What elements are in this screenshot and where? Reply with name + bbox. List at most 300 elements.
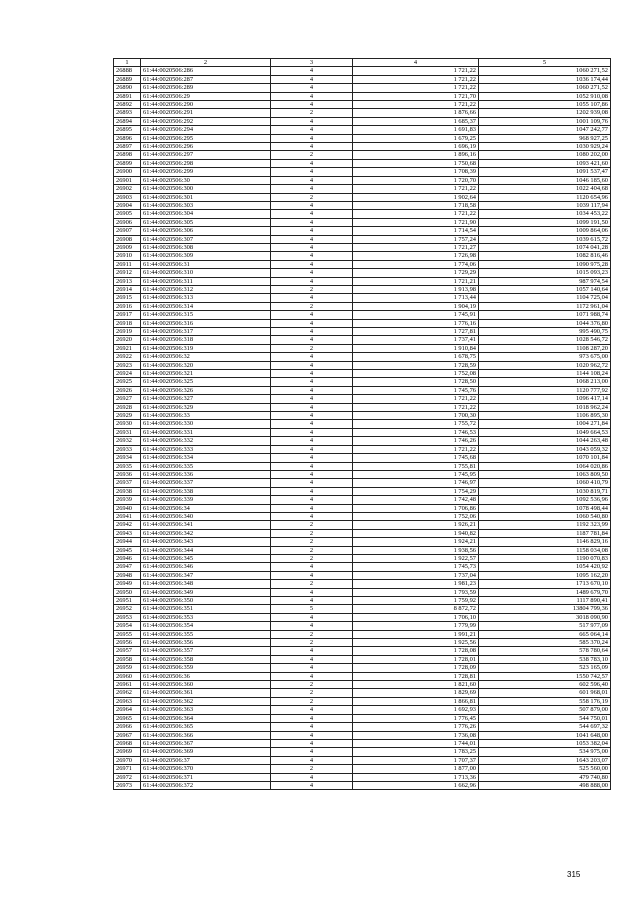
cell-value: 602 596,40	[479, 681, 611, 689]
cell-row-number: 26892	[114, 101, 141, 109]
cell-cadastral-number: 61:44:0020506:356	[141, 639, 271, 647]
cell-value: 1190 070,83	[479, 554, 611, 562]
table-row	[114, 672, 611, 680]
cell-cadastral-number: 61:44:0020506:315	[141, 311, 271, 319]
cell-value: 523 165,09	[479, 664, 611, 672]
cell-area: 1 876,66	[353, 109, 479, 117]
cell-category: 4	[271, 563, 353, 571]
table-row	[114, 386, 611, 394]
table-row	[114, 176, 611, 184]
cell-row-number: 26973	[114, 781, 141, 789]
cell-row-number: 26911	[114, 260, 141, 268]
cell-value: 1030 819,71	[479, 487, 611, 495]
table-row	[114, 395, 611, 403]
cell-area: 1 737,41	[353, 336, 479, 344]
cell-value: 1117 890,41	[479, 597, 611, 605]
cell-row-number: 26893	[114, 109, 141, 117]
cell-value: 1022 404,68	[479, 185, 611, 193]
cell-cadastral-number: 61:44:0020506:358	[141, 655, 271, 663]
cell-category: 4	[271, 235, 353, 243]
table-row	[114, 235, 611, 243]
cell-cadastral-number: 61:44:0020506:372	[141, 781, 271, 789]
cell-area: 1 728,50	[353, 378, 479, 386]
cell-cadastral-number: 61:44:0020506:316	[141, 319, 271, 327]
table-row	[114, 126, 611, 134]
table-row	[114, 706, 611, 714]
cell-cadastral-number: 61:44:0020506:344	[141, 546, 271, 554]
cell-area: 1 745,76	[353, 386, 479, 394]
cell-value: 1120 777,92	[479, 386, 611, 394]
cell-category: 4	[271, 748, 353, 756]
cell-value: 995 490,75	[479, 328, 611, 336]
cell-area: 1 910,84	[353, 344, 479, 352]
cell-category: 4	[271, 370, 353, 378]
cell-cadastral-number: 61:44:0020506:363	[141, 706, 271, 714]
cell-area: 1 728,81	[353, 672, 479, 680]
cell-row-number: 26924	[114, 370, 141, 378]
cell-area: 1 755,72	[353, 420, 479, 428]
cell-row-number: 26909	[114, 243, 141, 251]
cell-row-number: 26926	[114, 386, 141, 394]
cell-row-number: 26960	[114, 672, 141, 680]
cell-category: 2	[271, 681, 353, 689]
cell-row-number: 26950	[114, 588, 141, 596]
table-row	[114, 714, 611, 722]
cell-category: 4	[271, 588, 353, 596]
cell-category: 4	[271, 714, 353, 722]
table-row	[114, 269, 611, 277]
cell-area: 1 736,08	[353, 731, 479, 739]
cell-row-number: 26896	[114, 134, 141, 142]
cell-row-number: 26954	[114, 622, 141, 630]
cell-cadastral-number: 61:44:0020506:310	[141, 269, 271, 277]
cell-category: 4	[271, 672, 353, 680]
table-row	[114, 201, 611, 209]
cell-value: 1034 453,22	[479, 210, 611, 218]
cell-category: 4	[271, 294, 353, 302]
table-header	[114, 59, 611, 67]
cell-cadastral-number: 61:44:0020506:312	[141, 285, 271, 293]
table-row	[114, 622, 611, 630]
table-row	[114, 512, 611, 520]
cell-row-number: 26901	[114, 176, 141, 184]
cell-area: 1 713,44	[353, 294, 479, 302]
cell-row-number: 26916	[114, 302, 141, 310]
cell-value: 538 783,10	[479, 655, 611, 663]
cell-area: 1 926,21	[353, 521, 479, 529]
cell-row-number: 26906	[114, 218, 141, 226]
cell-category: 4	[271, 664, 353, 672]
table-row	[114, 487, 611, 495]
table-row	[114, 319, 611, 327]
header-col-1: 1	[114, 59, 141, 67]
table-row	[114, 655, 611, 663]
cell-category: 4	[271, 328, 353, 336]
table-row	[114, 227, 611, 235]
cell-cadastral-number: 61:44:0020506:346	[141, 563, 271, 571]
cell-cadastral-number: 61:44:0020506:340	[141, 512, 271, 520]
cell-cadastral-number: 61:44:0020506:37	[141, 756, 271, 764]
cell-row-number: 26937	[114, 479, 141, 487]
table-row	[114, 597, 611, 605]
cell-area: 1 721,22	[353, 67, 479, 75]
cell-cadastral-number: 61:44:0020506:292	[141, 117, 271, 125]
cell-value: 1104 725,04	[479, 294, 611, 302]
header-col-5: 5	[479, 59, 611, 67]
cell-row-number: 26970	[114, 756, 141, 764]
cell-row-number: 26959	[114, 664, 141, 672]
page-number: 315	[567, 870, 581, 879]
cell-area: 1 925,56	[353, 639, 479, 647]
table-row	[114, 84, 611, 92]
cell-cadastral-number: 61:44:0020506:348	[141, 580, 271, 588]
cell-row-number: 26891	[114, 92, 141, 100]
cell-value: 1054 420,92	[479, 563, 611, 571]
cell-cadastral-number: 61:44:0020506:29	[141, 92, 271, 100]
table-row	[114, 571, 611, 579]
cell-cadastral-number: 61:44:0020506:341	[141, 521, 271, 529]
cell-category: 4	[271, 159, 353, 167]
cell-category: 2	[271, 546, 353, 554]
cell-cadastral-number: 61:44:0020506:342	[141, 529, 271, 537]
cell-area: 1 904,19	[353, 302, 479, 310]
cell-value: 1001 109,76	[479, 117, 611, 125]
header-col-4: 4	[353, 59, 479, 67]
cell-area: 1 779,99	[353, 622, 479, 630]
cell-row-number: 26931	[114, 428, 141, 436]
cell-row-number: 26942	[114, 521, 141, 529]
cell-area: 1 678,75	[353, 353, 479, 361]
cell-cadastral-number: 61:44:0020506:289	[141, 84, 271, 92]
table-row	[114, 605, 611, 613]
table-row	[114, 168, 611, 176]
cell-category: 4	[271, 479, 353, 487]
cell-area: 1 744,01	[353, 739, 479, 747]
cell-area: 1 721,22	[353, 75, 479, 83]
cell-value: 1060 271,52	[479, 67, 611, 75]
cell-category: 4	[271, 428, 353, 436]
cell-value: 1146 829,16	[479, 538, 611, 546]
cell-category: 5	[271, 605, 353, 613]
cell-category: 2	[271, 302, 353, 310]
cell-area: 1 745,95	[353, 470, 479, 478]
cell-cadastral-number: 61:44:0020506:34	[141, 504, 271, 512]
cell-area: 1 720,70	[353, 176, 479, 184]
cell-value: 1093 421,60	[479, 159, 611, 167]
header-row	[114, 59, 611, 67]
cell-row-number: 26921	[114, 344, 141, 352]
cell-value: 1192 323,99	[479, 521, 611, 529]
cell-value: 968 927,25	[479, 134, 611, 142]
cell-category: 4	[271, 403, 353, 411]
cell-cadastral-number: 61:44:0020506:33	[141, 412, 271, 420]
cell-row-number: 26905	[114, 210, 141, 218]
cell-row-number: 26927	[114, 395, 141, 403]
cell-area: 1 745,91	[353, 311, 479, 319]
cell-category: 4	[271, 176, 353, 184]
cell-area: 1 821,60	[353, 681, 479, 689]
table-row	[114, 403, 611, 411]
table-row	[114, 538, 611, 546]
cell-area: 1 776,16	[353, 319, 479, 327]
cell-category: 4	[271, 597, 353, 605]
cell-row-number: 26902	[114, 185, 141, 193]
cell-value: 665 064,14	[479, 630, 611, 638]
cell-row-number: 26956	[114, 639, 141, 647]
cell-cadastral-number: 61:44:0020506:338	[141, 487, 271, 495]
cell-area: 1 696,19	[353, 143, 479, 151]
table-row	[114, 697, 611, 705]
cell-category: 4	[271, 361, 353, 369]
table-row	[114, 117, 611, 125]
cell-row-number: 26939	[114, 496, 141, 504]
cell-value: 1028 546,72	[479, 336, 611, 344]
cell-category: 4	[271, 496, 353, 504]
table-row	[114, 277, 611, 285]
cell-value: 578 780,64	[479, 647, 611, 655]
cell-area: 1 829,69	[353, 689, 479, 697]
cell-cadastral-number: 61:44:0020506:347	[141, 571, 271, 579]
cell-row-number: 26917	[114, 311, 141, 319]
cell-cadastral-number: 61:44:0020506:36	[141, 672, 271, 680]
cell-value: 544 697,32	[479, 723, 611, 731]
cell-area: 1 706,86	[353, 504, 479, 512]
table-row	[114, 765, 611, 773]
table-row	[114, 109, 611, 117]
cell-area: 1 713,36	[353, 773, 479, 781]
cell-value: 525 560,00	[479, 765, 611, 773]
cell-row-number: 26955	[114, 630, 141, 638]
cell-category: 2	[271, 697, 353, 705]
cell-area: 1 745,68	[353, 454, 479, 462]
cell-area: 1 924,21	[353, 538, 479, 546]
cell-area: 1 679,25	[353, 134, 479, 142]
cell-value: 1092 536,96	[479, 496, 611, 504]
cell-row-number: 26925	[114, 378, 141, 386]
cell-cadastral-number: 61:44:0020506:295	[141, 134, 271, 142]
cell-row-number: 26951	[114, 597, 141, 605]
cell-value: 987 974,54	[479, 277, 611, 285]
cell-category: 4	[271, 260, 353, 268]
cell-area: 1 745,73	[353, 563, 479, 571]
cell-area: 8 872,72	[353, 605, 479, 613]
table-row	[114, 75, 611, 83]
table-row	[114, 159, 611, 167]
cell-value: 1074 041,28	[479, 243, 611, 251]
table-body	[114, 67, 611, 790]
cell-row-number: 26930	[114, 420, 141, 428]
table-row	[114, 613, 611, 621]
cell-category: 4	[271, 185, 353, 193]
cell-area: 1 922,57	[353, 554, 479, 562]
cell-cadastral-number: 61:44:0020506:311	[141, 277, 271, 285]
cell-category: 4	[271, 386, 353, 394]
cell-value: 1044 263,48	[479, 437, 611, 445]
cell-row-number: 26941	[114, 512, 141, 520]
cell-value: 1106 895,30	[479, 412, 611, 420]
cell-row-number: 26908	[114, 235, 141, 243]
cell-value: 1044 376,80	[479, 319, 611, 327]
cell-cadastral-number: 61:44:0020506:317	[141, 328, 271, 336]
cell-category: 4	[271, 454, 353, 462]
cell-category: 4	[271, 319, 353, 327]
cell-area: 1 718,58	[353, 201, 479, 209]
cell-value: 1068 213,00	[479, 378, 611, 386]
cell-value: 1046 185,60	[479, 176, 611, 184]
cell-category: 4	[271, 470, 353, 478]
cell-value: 1060 540,80	[479, 512, 611, 520]
table-row	[114, 630, 611, 638]
cell-value: 973 675,00	[479, 353, 611, 361]
cell-row-number: 26971	[114, 765, 141, 773]
cell-category: 4	[271, 117, 353, 125]
cell-cadastral-number: 61:44:0020506:314	[141, 302, 271, 310]
table-row	[114, 361, 611, 369]
table-row	[114, 756, 611, 764]
cell-category: 2	[271, 580, 353, 588]
cell-cadastral-number: 61:44:0020506:367	[141, 739, 271, 747]
cell-cadastral-number: 61:44:0020506:327	[141, 395, 271, 403]
cell-category: 2	[271, 639, 353, 647]
cell-cadastral-number: 61:44:0020506:297	[141, 151, 271, 159]
table-row	[114, 496, 611, 504]
table-row	[114, 588, 611, 596]
cell-category: 4	[271, 731, 353, 739]
cell-value: 479 740,80	[479, 773, 611, 781]
cell-value: 1009 864,06	[479, 227, 611, 235]
cell-value: 1064 020,86	[479, 462, 611, 470]
table-row	[114, 252, 611, 260]
cell-cadastral-number: 61:44:0020506:32	[141, 353, 271, 361]
cell-category: 4	[271, 420, 353, 428]
cell-row-number: 26890	[114, 84, 141, 92]
cell-category: 2	[271, 151, 353, 159]
cell-row-number: 26968	[114, 739, 141, 747]
cell-row-number: 26889	[114, 75, 141, 83]
cell-value: 1643 203,07	[479, 756, 611, 764]
cell-category: 4	[271, 462, 353, 470]
cell-category: 4	[271, 311, 353, 319]
cell-cadastral-number: 61:44:0020506:345	[141, 554, 271, 562]
cell-value: 1120 654,96	[479, 193, 611, 201]
cell-value: 1055 107,86	[479, 101, 611, 109]
cell-category: 2	[271, 193, 353, 201]
cell-value: 1172 961,04	[479, 302, 611, 310]
table-row	[114, 647, 611, 655]
cell-area: 1 757,24	[353, 235, 479, 243]
cell-category: 4	[271, 243, 353, 251]
cell-value: 1063 809,50	[479, 470, 611, 478]
cell-area: 1 728,09	[353, 664, 479, 672]
cell-value: 1039 117,94	[479, 201, 611, 209]
cell-value: 534 975,00	[479, 748, 611, 756]
cell-area: 1 721,22	[353, 185, 479, 193]
cell-area: 1 746,26	[353, 437, 479, 445]
cell-area: 1 877,00	[353, 765, 479, 773]
table-row	[114, 243, 611, 251]
cadastral-value-table	[113, 58, 611, 790]
cell-area: 1 721,27	[353, 243, 479, 251]
cell-category: 4	[271, 504, 353, 512]
cell-value: 1144 108,24	[479, 370, 611, 378]
table-row	[114, 193, 611, 201]
cell-row-number: 26953	[114, 613, 141, 621]
cell-cadastral-number: 61:44:0020506:290	[141, 101, 271, 109]
cell-cadastral-number: 61:44:0020506:296	[141, 143, 271, 151]
table-row	[114, 378, 611, 386]
cell-category: 4	[271, 75, 353, 83]
cell-area: 1 759,92	[353, 597, 479, 605]
cell-row-number: 26948	[114, 571, 141, 579]
table-row	[114, 470, 611, 478]
cell-value: 1099 191,50	[479, 218, 611, 226]
cell-category: 4	[271, 622, 353, 630]
cell-category: 2	[271, 765, 353, 773]
cell-category: 4	[271, 353, 353, 361]
table-row	[114, 134, 611, 142]
cell-area: 1 776,45	[353, 714, 479, 722]
cell-value: 1090 975,28	[479, 260, 611, 268]
cell-area: 1 700,30	[353, 412, 479, 420]
cell-row-number: 26966	[114, 723, 141, 731]
cell-area: 1 981,23	[353, 580, 479, 588]
cell-area: 1 721,22	[353, 210, 479, 218]
table-row	[114, 336, 611, 344]
table-row	[114, 462, 611, 470]
cell-cadastral-number: 61:44:0020506:318	[141, 336, 271, 344]
cell-row-number: 26900	[114, 168, 141, 176]
cell-row-number: 26904	[114, 201, 141, 209]
cell-category: 4	[271, 252, 353, 260]
cell-row-number: 26932	[114, 437, 141, 445]
table-row	[114, 218, 611, 226]
cell-row-number: 26918	[114, 319, 141, 327]
cell-value: 1036 174,44	[479, 75, 611, 83]
table-row	[114, 554, 611, 562]
cell-cadastral-number: 61:44:0020506:343	[141, 538, 271, 546]
cell-category: 2	[271, 689, 353, 697]
cell-cadastral-number: 61:44:0020506:320	[141, 361, 271, 369]
table-row	[114, 563, 611, 571]
cell-area: 1 721,70	[353, 92, 479, 100]
table-row	[114, 185, 611, 193]
cell-area: 1 866,81	[353, 697, 479, 705]
cell-row-number: 26898	[114, 151, 141, 159]
table-row	[114, 285, 611, 293]
cell-row-number: 26894	[114, 117, 141, 125]
cell-cadastral-number: 61:44:0020506:337	[141, 479, 271, 487]
table-row	[114, 664, 611, 672]
cell-cadastral-number: 61:44:0020506:369	[141, 748, 271, 756]
cell-area: 1 755,81	[353, 462, 479, 470]
cell-area: 1 737,04	[353, 571, 479, 579]
cell-area: 1 750,68	[353, 159, 479, 167]
cell-category: 4	[271, 269, 353, 277]
cell-category: 4	[271, 101, 353, 109]
cell-value: 1020 962,72	[479, 361, 611, 369]
cell-cadastral-number: 61:44:0020506:325	[141, 378, 271, 386]
cell-value: 13804 799,36	[479, 605, 611, 613]
cell-cadastral-number: 61:44:0020506:366	[141, 731, 271, 739]
cell-value: 1018 962,24	[479, 403, 611, 411]
cell-value: 1082 816,46	[479, 252, 611, 260]
cell-row-number: 26940	[114, 504, 141, 512]
table-row	[114, 328, 611, 336]
cell-category: 4	[271, 781, 353, 789]
cell-cadastral-number: 61:44:0020506:300	[141, 185, 271, 193]
cell-value: 1052 910,08	[479, 92, 611, 100]
cell-cadastral-number: 61:44:0020506:294	[141, 126, 271, 134]
